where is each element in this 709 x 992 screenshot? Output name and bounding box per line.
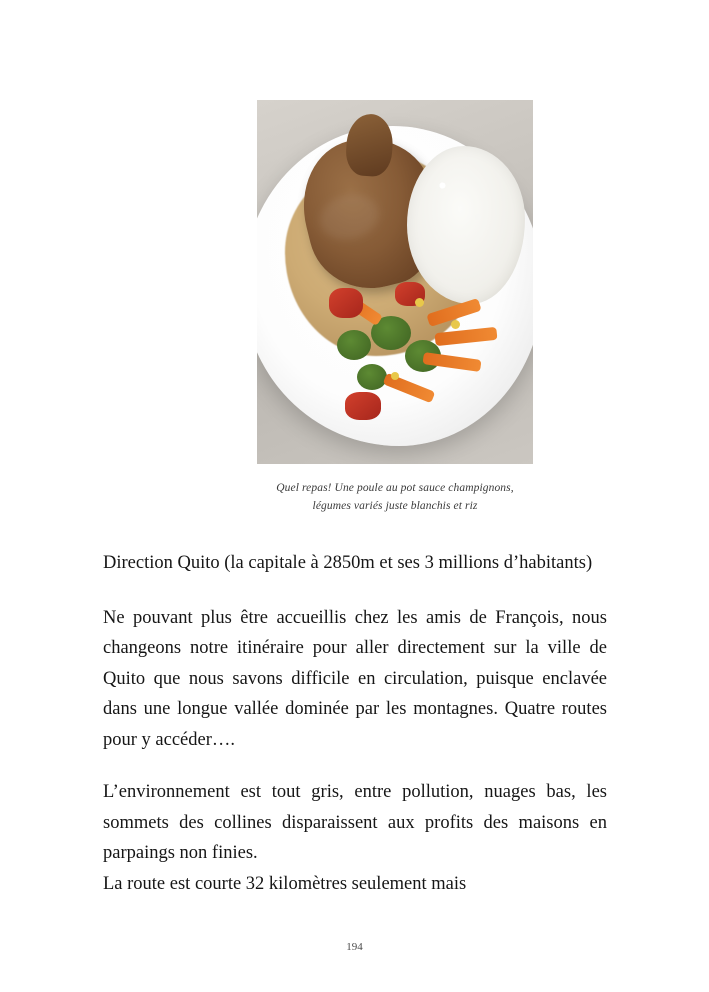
figure-caption: Quel repas! Une poule au pot sauce champignons, légumes variés juste blanchis et riz	[276, 482, 514, 512]
body-text	[103, 548, 607, 899]
rice-shape	[407, 146, 525, 304]
figure-meal	[257, 100, 533, 516]
paragraph-1: Ne pouvant plus être accueillis chez les amis de François, nous changeons notre itinéraire pour aller directement sur la ville de Quito que nous savons difficile en circulation, puisque enclavée dans une longue vallée dominée par les montagnes. Quatre routes pour y accéder….	[103, 607, 607, 750]
page-number: 194	[346, 941, 363, 953]
paragraph-3: La route est courte 32 kilomètres seulement mais	[103, 873, 467, 894]
section-heading: Direction Quito (la capitale à 2850m et ses 3 millions d’habitants)	[103, 553, 593, 573]
paragraph-2: L’environnement est tout gris, entre pollution, nuages bas, les sommets des collines disparaissent aux profits des maisons en parpaings non finies.	[103, 782, 607, 863]
vegetables-group	[331, 296, 511, 432]
meal-photo	[257, 100, 533, 464]
